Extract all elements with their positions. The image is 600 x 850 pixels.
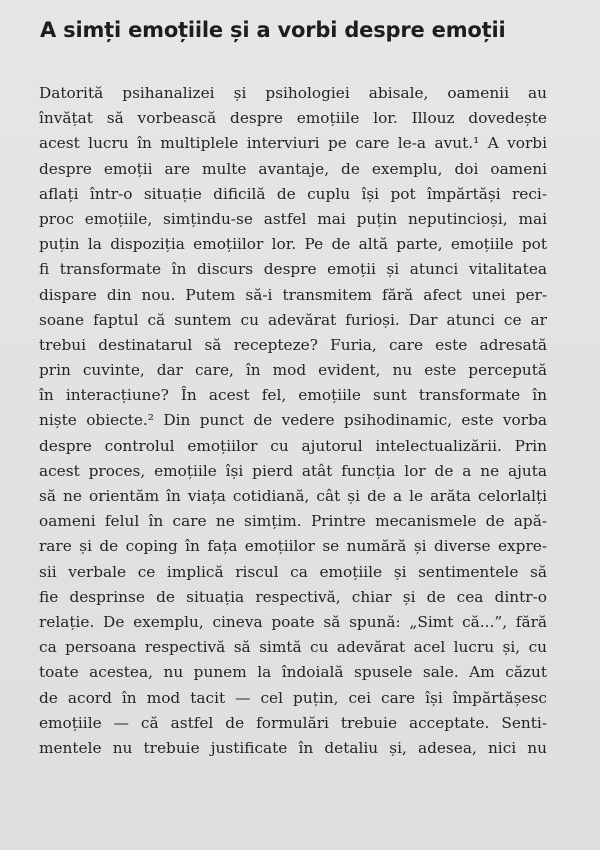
text-line: relație. De exemplu, cineva poate să spună: „Simt că...”, fără [39, 612, 547, 631]
text-line: Datorită psihanalizei și psihologiei abisale, oamenii au [39, 84, 547, 102]
text-line: prin cuvinte, dar care, în mod evident, nu este percepută [39, 361, 547, 380]
text-line: despre controlul emoțiilor cu ajutorul intelectualizării. Prin [39, 436, 547, 455]
section-heading: A simți emoțiile și a vorbi despre emoții [40, 18, 506, 42]
text-line: soane faptul că suntem cu adevărat furioși. Dar atunci ce ar [39, 310, 547, 329]
text-line: niște obiecte.² Din punct de vedere psihodinamic, este vorba [39, 411, 547, 430]
text-line: mentele nu trebuie justificate în detaliu și, adesea, nici nu [39, 738, 547, 757]
text-line: acest lucru în multiplele interviuri pe care le-a avut.¹ A vorbi [39, 134, 547, 153]
text-line: toate acestea, nu punem la îndoială spusele sale. Am căzut [39, 663, 547, 682]
text-line: sii verbale ce implică riscul ca emoțiile și sentimentele să [39, 562, 547, 581]
text-line: puțin la dispoziția emoțiilor lor. Pe de altă parte, emoțiile pot [39, 235, 547, 254]
text-line: despre emoții are multe avantaje, de exemplu, doi oameni [39, 159, 547, 178]
text-line: fie desprinse de situația respectivă, chiar și de cea dintr-o [39, 587, 547, 606]
text-line: în interacțiune? În acest fel, emoțiile sunt transformate în [39, 386, 547, 405]
text-line: învățat să vorbească despre emoțiile lor. Illouz dovedește [39, 109, 547, 128]
text-line: proc emoțiile, simțindu-se astfel mai puțin neputincioși, mai [39, 209, 547, 228]
text-line: rare și de coping în fața emoțiilor se numără și diverse expre- [39, 537, 547, 556]
text-line: ca persoana respectivă să simtă cu adevărat acel lucru și, cu [39, 638, 547, 657]
body-paragraph [39, 81, 547, 761]
text-line: dispare din nou. Putem să-i transmitem fără afect unei per- [39, 285, 547, 304]
text-line: aflați într-o situație dificilă de cuplu își pot împărtăși reci- [39, 184, 547, 203]
text-line: emoțiile — că astfel de formulări trebuie acceptate. Senti- [39, 713, 547, 732]
text-line: de acord în mod tacit — cel puțin, cei care își împărtășesc [39, 688, 547, 707]
text-line: fi transformate în discurs despre emoții și atunci vitalitatea [39, 260, 547, 279]
text-line: trebui destinatarul să recepteze? Furia, care este adresată [39, 335, 547, 354]
text-line: oameni felul în care ne simțim. Printre mecanismele de apă- [39, 512, 547, 531]
text-line: acest proces, emoțiile își pierd atât funcția lor de a ne ajuta [39, 461, 547, 480]
text-line: să ne orientăm în viața cotidiană, cât și de a le arăta celorlalți [39, 487, 547, 505]
